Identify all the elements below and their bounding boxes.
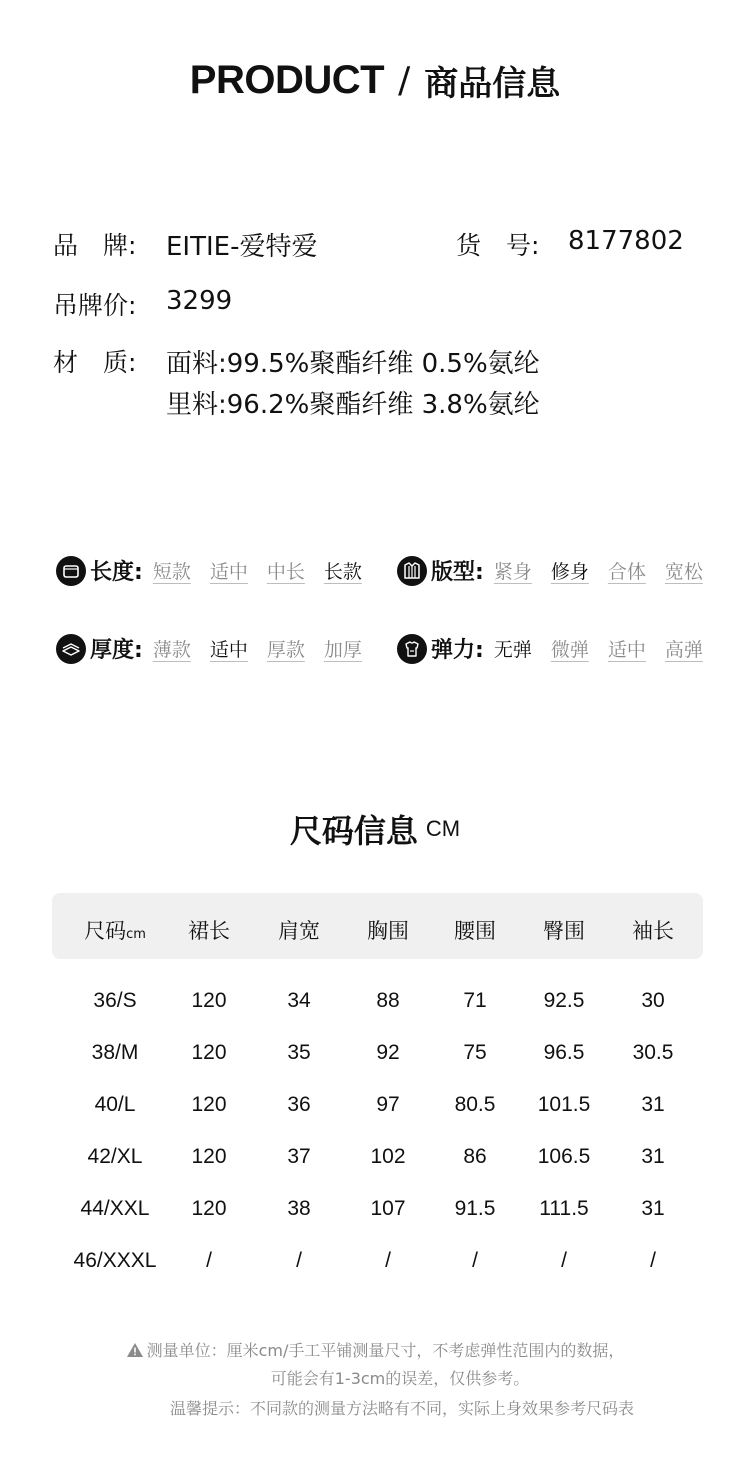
measure-note-line3: 温馨提示：不同款的测量方法略有不同，实际上身效果参考尺码表: [169, 1399, 634, 1418]
header-size: [84, 915, 146, 945]
title-en: PRODUCT: [189, 58, 385, 102]
header-shoulder-width: [278, 915, 320, 945]
table-cell: 38/M: [91, 1041, 139, 1064]
option-thick: 厚款: [266, 639, 305, 661]
skirt-length-icon: [56, 556, 86, 586]
price-value: 3299: [166, 286, 233, 316]
table-cell: 75: [463, 1041, 487, 1064]
option-slim: 修身: [550, 561, 589, 583]
table-cell: 30: [641, 989, 665, 1012]
header-waist: [454, 915, 496, 945]
option-no-stretch: 无弹: [493, 639, 532, 661]
attr-label: 弹力:: [431, 638, 484, 663]
option-thin: 薄款: [152, 639, 191, 661]
table-cell: /: [472, 1249, 478, 1272]
elasticity-icon: [397, 634, 427, 664]
table-cell: 120: [191, 1041, 227, 1064]
table-cell: 86: [463, 1145, 487, 1168]
table-cell: 71: [463, 989, 487, 1012]
page-title: [0, 56, 750, 105]
table-cell: 96.5: [543, 1041, 585, 1064]
material-label: 材 质:: [53, 348, 137, 377]
header-label: 臀围: [543, 919, 585, 943]
measure-note-line2: 可能会有1-3cm的误差，仅供参考。: [270, 1369, 530, 1388]
table-cell: 80.5: [454, 1093, 496, 1116]
header-label: 袖长: [632, 919, 674, 943]
option-extra-thick: 加厚: [323, 639, 362, 661]
table-cell: 92.5: [543, 989, 585, 1012]
table-cell: 97: [376, 1093, 400, 1116]
header-label: 尺码: [84, 919, 127, 943]
table-cell: 36: [287, 1093, 311, 1116]
table-cell: 102: [370, 1145, 406, 1168]
table-cell: /: [650, 1249, 656, 1272]
size-unit: CM: [425, 815, 461, 841]
title-cn: 商品信息: [424, 64, 561, 104]
note-text-1: 测量单位：厘米cm/手工平铺测量尺寸，不考虑弹性范围内的数据，: [146, 1341, 625, 1360]
table-cell: 101.5: [537, 1093, 591, 1116]
fabric-thickness-icon: [56, 634, 86, 664]
attr-thickness: [56, 633, 362, 664]
table-cell: 42/XL: [87, 1145, 143, 1168]
header-bust: [367, 915, 409, 945]
table-cell: /: [385, 1249, 391, 1272]
dress-fit-icon: [397, 556, 427, 586]
table-cell: 107: [370, 1197, 406, 1220]
table-cell: 120: [191, 1145, 227, 1168]
table-cell: 30.5: [632, 1041, 674, 1064]
table-cell: /: [206, 1249, 212, 1272]
attr-elasticity: [397, 633, 703, 664]
table-cell: 91.5: [454, 1197, 496, 1220]
material-shell: 面料:99.5%聚酯纤维 0.5%氨纶: [166, 349, 540, 379]
table-cell: 111.5: [539, 1197, 589, 1220]
size-section-title: [0, 806, 750, 852]
option-medium-stretch: 适中: [607, 639, 646, 661]
sku-label: 货 号:: [456, 231, 540, 260]
table-cell: 37: [287, 1145, 311, 1168]
header-sleeve-length: [632, 915, 674, 945]
table-cell: 44/XXL: [80, 1197, 150, 1220]
table-cell: 106.5: [537, 1145, 591, 1168]
sku-value: 8177802: [568, 226, 684, 256]
table-cell: 92: [376, 1041, 400, 1064]
table-cell: 46/XXXL: [73, 1249, 157, 1272]
attr-label: 厚度:: [90, 638, 143, 663]
option-short: 短款: [152, 561, 191, 583]
table-cell: 38: [287, 1197, 311, 1220]
table-cell: 31: [641, 1145, 665, 1168]
table-cell: 120: [191, 1093, 227, 1116]
table-cell: 31: [641, 1093, 665, 1116]
title-separator: /: [398, 60, 411, 101]
table-cell: 120: [191, 989, 227, 1012]
attr-label: 长度:: [90, 560, 143, 585]
table-cell: /: [561, 1249, 567, 1272]
table-cell: 120: [191, 1197, 227, 1220]
table-cell: 36/S: [93, 989, 137, 1012]
warning-icon: [126, 1341, 147, 1360]
attr-label: 版型:: [431, 560, 484, 585]
table-cell: 31: [641, 1197, 665, 1220]
option-long: 长款: [323, 561, 362, 583]
header-label: 胸围: [367, 919, 409, 943]
option-medium: 适中: [209, 639, 248, 661]
table-cell: 35: [287, 1041, 311, 1064]
header-label: 腰围: [454, 919, 496, 943]
material-lining: 里料:96.2%聚酯纤维 3.8%氨纶: [166, 390, 540, 420]
header-unit: cm: [126, 927, 146, 942]
table-cell: 40/L: [94, 1093, 136, 1116]
attr-fit: [397, 555, 703, 586]
measure-note-line1: [0, 1338, 750, 1361]
option-slight-stretch: 微弹: [550, 639, 589, 661]
table-cell: /: [296, 1249, 302, 1272]
size-title: 尺码信息: [289, 812, 418, 850]
header-hip: [543, 915, 585, 945]
table-cell: 88: [376, 989, 400, 1012]
header-label: 裙长: [188, 919, 230, 943]
brand-value: EITIE-爱特爱: [166, 232, 318, 262]
table-cell: 34: [287, 989, 311, 1012]
attr-length: [56, 555, 362, 586]
option-tight: 紧身: [493, 561, 532, 583]
brand-label: 品 牌:: [53, 231, 137, 260]
option-midi: 中长: [266, 561, 305, 583]
price-label: 吊牌价:: [53, 291, 137, 320]
option-regular: 适中: [209, 561, 248, 583]
option-regular-fit: 合体: [607, 561, 646, 583]
header-skirt-length: [188, 915, 230, 945]
option-loose: 宽松: [664, 561, 703, 583]
header-label: 肩宽: [278, 919, 320, 943]
option-high-stretch: 高弹: [664, 639, 703, 661]
